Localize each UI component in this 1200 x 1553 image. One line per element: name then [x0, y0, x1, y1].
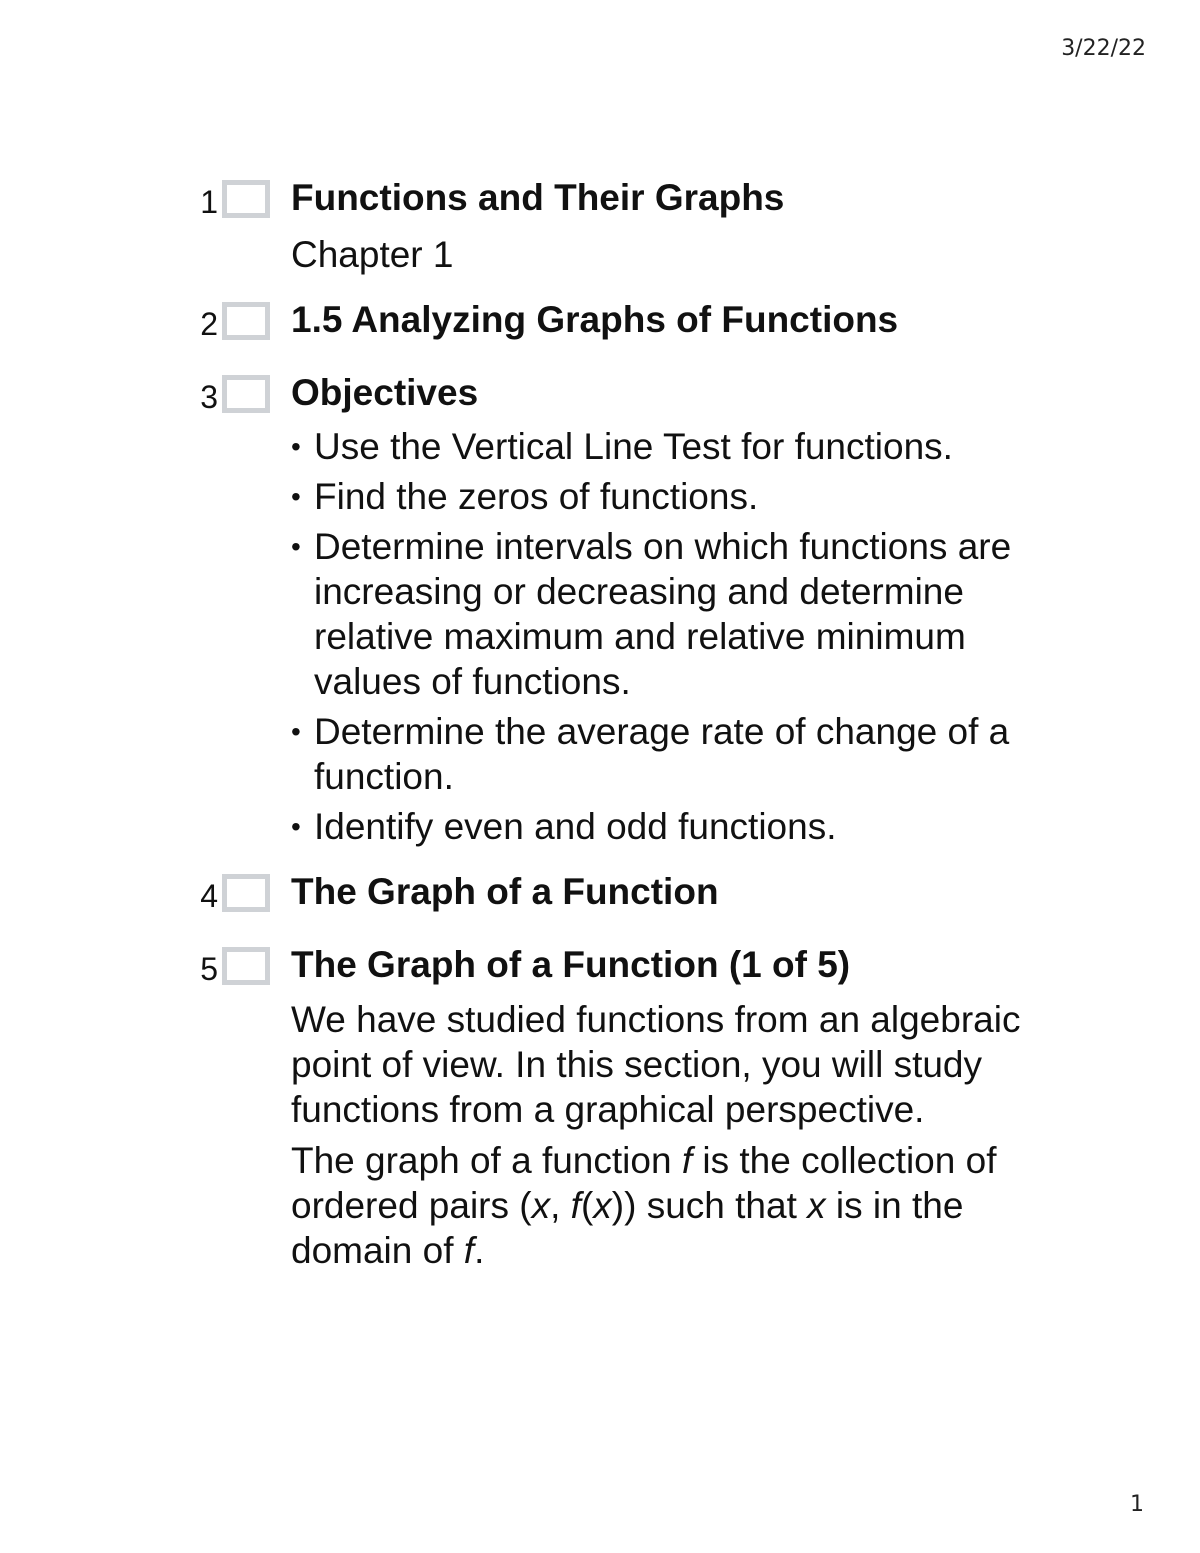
slide-subtitle: Chapter 1 [291, 234, 454, 275]
slide-number: 3 [200, 379, 218, 415]
objectives-list [291, 424, 1051, 849]
slide-thumbnail[interactable] [222, 874, 270, 912]
slide-thumbnail[interactable] [222, 375, 270, 413]
slide-number: 4 [200, 878, 218, 914]
slide-thumbnail[interactable] [222, 947, 270, 985]
list-item: • Determine the average rate of change of a function. [291, 711, 1010, 797]
slide-number: 2 [200, 306, 218, 342]
slide-title: The Graph of a Function [291, 871, 719, 912]
list-item: • Use the Vertical Line Test for functions. [291, 426, 953, 467]
slide-title: The Graph of a Function (1 of 5) [291, 944, 851, 985]
print-date: 3/22/22 [1061, 36, 1146, 61]
slide-paragraph: We have studied functions from an algebraic point of view. In this section, you will study functions from a graphical perspective. [291, 999, 1021, 1130]
slide-number: 5 [200, 951, 218, 987]
bullet-icon: • [291, 431, 301, 462]
bullet-icon: • [291, 811, 301, 842]
slide-title: Functions and Their Graphs [291, 177, 785, 218]
list-item: • Find the zeros of functions. [291, 476, 759, 517]
page-number: 1 [1130, 1492, 1144, 1517]
slide-title: 1.5 Analyzing Graphs of Functions [291, 299, 899, 340]
list-item: • Determine intervals on which functions are increasing or decreasing and determine relative maximum and relative minimum values of functions. [291, 526, 1012, 702]
slide-title: Objectives [291, 372, 479, 413]
slide-thumbnail[interactable] [222, 302, 270, 340]
bullet-icon: • [291, 531, 301, 562]
slide-number: 1 [200, 184, 218, 220]
list-item: • Identify even and odd functions. [291, 806, 837, 847]
bullet-icon: • [291, 716, 301, 747]
bullet-icon: • [291, 481, 301, 512]
slide-paragraph: The graph of a function f is the collection of ordered pairs (x, f(x)) such that x is in the domain of f. [291, 1140, 997, 1271]
slide-thumbnail[interactable] [222, 180, 270, 218]
